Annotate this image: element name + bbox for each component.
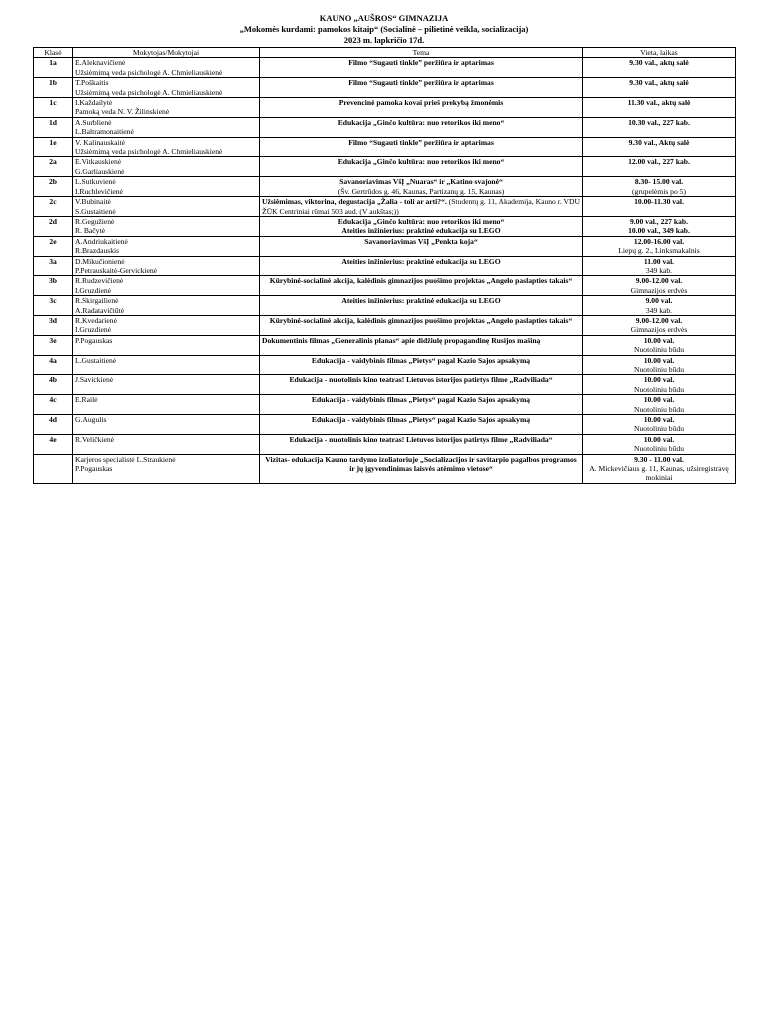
topic-cell — [260, 236, 583, 256]
place-time-cell — [583, 395, 736, 415]
topic-address: (Studentų g. 11, Akademija, Kauno r. VDU ŽŪK Centriniai rūmai 503 aud. (V aukštas;)) — [262, 197, 580, 216]
place-time-text: (grupelėmis po 5) — [632, 186, 686, 196]
teacher-name: A.Surblienė — [75, 117, 112, 127]
class-cell: 2e — [34, 236, 73, 256]
place-time-cell — [583, 296, 736, 316]
teacher-name: A.Radatavičiūtė — [75, 305, 125, 315]
schedule-body — [34, 58, 736, 483]
place-time-cell — [583, 98, 736, 118]
teacher-name: P.Pogauskas — [75, 335, 113, 345]
teacher-name: S.Gustaitienė — [75, 206, 116, 216]
teacher-name: D.Mikučionienė — [75, 256, 125, 266]
teachers-cell — [73, 157, 260, 177]
table-row — [34, 157, 736, 177]
table-row — [34, 434, 736, 454]
teacher-name: R.Rudzevičienė — [75, 276, 124, 286]
document-header — [0, 13, 768, 46]
teacher-name: Užsiėmimą veda psichologė A. Chmieliauskienė — [75, 147, 223, 157]
table-row — [34, 256, 736, 276]
table-header-row — [34, 48, 736, 58]
place-time-text: 8.30- 15.00 val. — [634, 177, 684, 187]
class-cell: 1d — [34, 117, 73, 137]
event-title: „Mokomės kurdami: pamokos kitaip“ (Socialinė – pilietinė veikla, socializacija) — [239, 24, 529, 34]
place-time-cell — [583, 375, 736, 395]
table-row — [34, 78, 736, 98]
class-cell: 2d — [34, 216, 73, 236]
topic-text: Edukacija „Ginčo kultūra: nuo retorikos iki meno“ — [337, 216, 505, 226]
teacher-name: V. Kalinauskaitė — [75, 137, 126, 147]
class-cell: 2b — [34, 177, 73, 197]
teacher-name: P.Pogauskas — [75, 464, 113, 474]
teachers-cell — [73, 375, 260, 395]
teachers-cell — [73, 236, 260, 256]
place-time-cell — [583, 58, 736, 78]
time-text: 10.00 val. — [643, 375, 675, 385]
teacher-name: I.Gruzdienė — [75, 285, 112, 295]
teacher-name: I.Gruzdienė — [75, 325, 112, 335]
topic-address: (Šv. Gertrūdos g. 46, Kaunas, Partizanų g. 15, Kaunas) — [337, 186, 505, 196]
topic-text: Edukacija - nuotolinis kino teatras! Lietuvos istorijos patirtys filme „Radviliada“ — [289, 375, 553, 385]
teachers-cell — [73, 335, 260, 355]
teacher-name: I.Každailytė — [75, 98, 113, 108]
class-cell: 2a — [34, 157, 73, 177]
class-cell: 1e — [34, 137, 73, 157]
place-text: Nuotoliniu būdu — [634, 424, 684, 434]
topic-cell — [260, 256, 583, 276]
topic-cell — [260, 117, 583, 137]
table-row — [34, 395, 736, 415]
teacher-name: R.Brazdauskis — [75, 246, 120, 256]
place-time-cell — [583, 236, 736, 256]
class-cell: 4c — [34, 395, 73, 415]
class-cell: 4d — [34, 415, 73, 435]
topic-text: Edukacija - vaidybinis filmas „Pietys“ pagal Kazio Sajos apsakymą — [311, 355, 531, 365]
teachers-cell — [73, 296, 260, 316]
topic-cell — [260, 58, 583, 78]
schedule-table — [33, 47, 736, 484]
class-cell: 1a — [34, 58, 73, 78]
place-time-text: 10.30 val., 227 kab. — [628, 117, 690, 127]
class-cell: 3d — [34, 315, 73, 335]
topic-cell — [260, 415, 583, 435]
teacher-name: P.Petrauskaitė-Gervickienė — [75, 265, 158, 275]
time-text: 10.00 val. — [643, 415, 675, 425]
topic-text: Filmo “Sugauti tinkle” peržiūra ir aptarimas — [348, 58, 494, 68]
time-text: 9.00-12.00 val. — [635, 315, 683, 325]
place-time-text: 9.30 val., Aktų salė — [628, 137, 690, 147]
place-time-text: 12.00 val., 227 kab. — [628, 157, 690, 167]
time-text: 10.00 val. — [643, 434, 675, 444]
place-text: Nuotoliniu būdu — [634, 444, 684, 454]
place-time-text: 9.00 val., 227 kab. — [629, 216, 689, 226]
place-time-cell — [583, 157, 736, 177]
teacher-name: R.Skirgailienė — [75, 296, 119, 306]
place-time-text: 10.00-11.30 val. — [634, 197, 684, 207]
place-text: Gimnazijos erdvės — [630, 285, 688, 295]
column-header-vieta: Vieta, laikas — [583, 48, 736, 58]
topic-text: Edukacija „Ginčo kultūra: nuo retorikos iki meno“ — [337, 117, 505, 127]
topic-cell — [260, 355, 583, 375]
teacher-name: Užsiėmimą veda psichologė A. Chmieliauskienė — [75, 67, 223, 77]
place-text: Liepų g. 2., Linksmakalnis — [618, 246, 700, 256]
table-row — [34, 315, 736, 335]
topic-text: Filmo “Sugauti tinkle” peržiūra ir aptarimas — [348, 78, 494, 88]
teachers-cell — [73, 276, 260, 296]
place-text: Nuotoliniu būdu — [634, 345, 684, 355]
class-cell: 1b — [34, 78, 73, 98]
teachers-cell — [73, 395, 260, 415]
teachers-cell — [73, 137, 260, 157]
time-text: 9.00-12.00 val. — [635, 276, 683, 286]
teachers-cell — [73, 197, 260, 217]
column-header-klase: Klasė — [34, 48, 73, 58]
table-row — [34, 216, 736, 236]
class-cell: 4e — [34, 434, 73, 454]
teachers-cell — [73, 177, 260, 197]
place-time-cell — [583, 256, 736, 276]
school-title: KAUNO „AUŠROS“ GIMNAZIJA — [319, 13, 449, 23]
topic-cell — [260, 216, 583, 236]
place-time-cell — [583, 78, 736, 98]
class-cell: 4b — [34, 375, 73, 395]
place-time-cell — [583, 177, 736, 197]
topic-cell — [260, 315, 583, 335]
topic-text: Prevencinė pamoka kovai prieš prekybą žmonėmis — [338, 98, 504, 108]
event-date: 2023 m. lapkričio 17d. — [343, 35, 425, 45]
topic-cell — [260, 197, 583, 217]
class-cell: 3b — [34, 276, 73, 296]
table-row — [34, 117, 736, 137]
topic-text: Kūrybinė-socialinė akcija, kalėdinis gimnazijos puošimo projektas „Angelo paslapties takais“ — [269, 315, 573, 325]
time-text: 10.00 val. — [643, 355, 675, 365]
teacher-name: L.Gustaitienė — [75, 355, 117, 365]
topic-text: Ateities inžinierius: praktinė edukacija su LEGO — [341, 226, 501, 236]
topic-text: Dokumentinis filmas „Generalinis planas“ apie didžiulę propagandinę Rusijos mašiną — [262, 335, 541, 345]
place-text: Nuotoliniu būdu — [634, 404, 684, 414]
place-time-text: 9.30 val., aktų salė — [629, 58, 689, 68]
teacher-name: J.Savickienė — [75, 375, 114, 385]
time-text: 11.00 val. — [643, 256, 675, 266]
place-text: 349 kab. — [645, 265, 673, 275]
class-cell: 4a — [34, 355, 73, 375]
topic-text: Ateities inžinierius: praktinė edukacija su LEGO — [341, 296, 501, 306]
time-text: 10.00 val. — [643, 335, 675, 345]
teacher-name: G.Augulis — [75, 415, 107, 425]
teacher-name: Pamoką veda N. V. Žilinskienė — [75, 107, 170, 117]
teacher-name: L.Sutkuvienė — [75, 177, 116, 187]
topic-cell — [260, 375, 583, 395]
teachers-cell — [73, 117, 260, 137]
teachers-cell — [73, 98, 260, 118]
place-time-cell — [583, 137, 736, 157]
topic-cell — [260, 296, 583, 316]
place-time-text: 9.30 val., aktų salė — [629, 78, 689, 88]
teacher-name: G.Garliauskienė — [75, 166, 125, 176]
teachers-cell — [73, 315, 260, 335]
teachers-cell — [73, 78, 260, 98]
teacher-name: L.Baltramonaitienė — [75, 127, 134, 137]
place-time-cell — [583, 454, 736, 483]
topic-text: Edukacija „Ginčo kultūra: nuo retorikos iki meno“ — [337, 157, 505, 167]
time-text: 9.00 val. — [645, 296, 673, 306]
column-header-mokytojai: Mokytojas/Mokytojai — [73, 48, 260, 58]
place-time-text: 10.00 val., 349 kab. — [628, 226, 690, 236]
topic-text: Ateities inžinierius: praktinė edukacija su LEGO — [341, 256, 501, 266]
topic-text: Savanoriavimas VšĮ „Penkta koja“ — [364, 236, 478, 246]
topic-cell — [260, 434, 583, 454]
time-text: 9.30 - 11.00 val. — [634, 454, 684, 464]
place-time-cell — [583, 415, 736, 435]
place-text: Nuotoliniu būdu — [634, 365, 684, 374]
teacher-name: V.Bubinaitė — [75, 197, 111, 207]
teacher-name: E.Vitkauskienė — [75, 157, 122, 167]
teacher-name: T.Poškaitis — [75, 78, 109, 88]
teachers-cell — [73, 355, 260, 375]
topic-text: Savanoriavimas VšĮ „Nuaras“ ir „Katino svajonė“ — [339, 177, 503, 187]
teachers-cell — [73, 415, 260, 435]
column-header-tema: Tema — [260, 48, 583, 58]
teacher-name: Karjeros specialistė L.Straukienė — [75, 454, 176, 464]
place-time-cell — [583, 117, 736, 137]
topic-text: Edukacija - nuotolinis kino teatras! Lietuvos istorijos patirtys filme „Radviliada“ — [289, 434, 553, 444]
place-text: A. Mickevičiaus g. 11, Kaunas, užsiregistravę mokiniai — [589, 464, 729, 483]
topic-text: Edukacija - vaidybinis filmas „Pietys“ pagal Kazio Sajos apsakymą — [311, 415, 531, 425]
teachers-cell — [73, 454, 260, 483]
topic-text: Edukacija - vaidybinis filmas „Pietys“ pagal Kazio Sajos apsakymą — [311, 395, 531, 405]
table-row — [34, 137, 736, 157]
teachers-cell — [73, 256, 260, 276]
table-row — [34, 276, 736, 296]
class-cell: 3c — [34, 296, 73, 316]
class-cell: 3a — [34, 256, 73, 276]
teacher-name: A.Andriukaitienė — [75, 236, 128, 246]
time-text: 12.00-16.00 val. — [633, 236, 685, 246]
place-time-text: 11.30 val., aktų salė — [627, 98, 691, 108]
teachers-cell — [73, 216, 260, 236]
place-text: Gimnazijos erdvės — [630, 325, 688, 335]
teacher-name: E.Railė — [75, 395, 98, 405]
class-cell: 1c — [34, 98, 73, 118]
topic-cell — [260, 276, 583, 296]
topic-text: Kūrybinė-socialinė akcija, kalėdinis gimnazijos puošimo projektas „Angelo paslapties takais“ — [269, 276, 573, 286]
teachers-cell — [73, 434, 260, 454]
topic-cell — [260, 157, 583, 177]
topic-text: Vizitas- edukacija Kauno tardymo izoliatoriuje „Socializacijos ir savitarpio pagalbos programos ir jų įgyvendinimas laisvės atėmimo vietose“ — [265, 454, 577, 474]
teacher-name: R.Veličkienė — [75, 434, 115, 444]
teacher-name: R. Bačytė — [75, 226, 105, 236]
table-row — [34, 236, 736, 256]
place-time-cell — [583, 434, 736, 454]
teacher-name: E.Aleknavičienė — [75, 58, 126, 68]
topic-text: Užsiėmimas, viktorina, degustacija „Žalia - toli ar arti?“. — [262, 197, 447, 207]
place-time-cell — [583, 216, 736, 236]
table-row — [34, 296, 736, 316]
place-time-cell — [583, 335, 736, 355]
table-row — [34, 375, 736, 395]
table-row — [34, 355, 736, 375]
place-text: 349 kab. — [645, 305, 673, 315]
teacher-name: I.Ruchlevičienė — [75, 186, 123, 196]
table-row — [34, 98, 736, 118]
time-text: 10.00 val. — [643, 395, 675, 405]
topic-cell — [260, 137, 583, 157]
place-time-cell — [583, 276, 736, 296]
topic-cell — [260, 395, 583, 415]
place-time-cell — [583, 315, 736, 335]
place-time-cell — [583, 355, 736, 375]
table-row — [34, 197, 736, 217]
topic-cell — [260, 78, 583, 98]
teacher-name: R.Gegužienė — [75, 216, 115, 226]
class-cell: 2c — [34, 197, 73, 217]
teacher-name: Užsiėmimą veda psichologė A. Chmieliauskienė — [75, 87, 223, 97]
topic-cell — [260, 335, 583, 355]
topic-cell — [260, 177, 583, 197]
teacher-name: R.Kvedarienė — [75, 315, 117, 325]
topic-cell — [260, 98, 583, 118]
topic-text: Filmo “Sugauti tinkle” peržiūra ir aptarimas — [348, 137, 494, 147]
class-cell: 3e — [34, 335, 73, 355]
teachers-cell — [73, 58, 260, 78]
table-row — [34, 335, 736, 355]
table-row — [34, 177, 736, 197]
topic-cell — [260, 454, 583, 483]
class-cell — [34, 454, 73, 483]
place-time-cell — [583, 197, 736, 217]
table-row — [34, 415, 736, 435]
table-row — [34, 58, 736, 78]
table-row — [34, 454, 736, 483]
place-text: Nuotoliniu būdu — [634, 384, 684, 394]
